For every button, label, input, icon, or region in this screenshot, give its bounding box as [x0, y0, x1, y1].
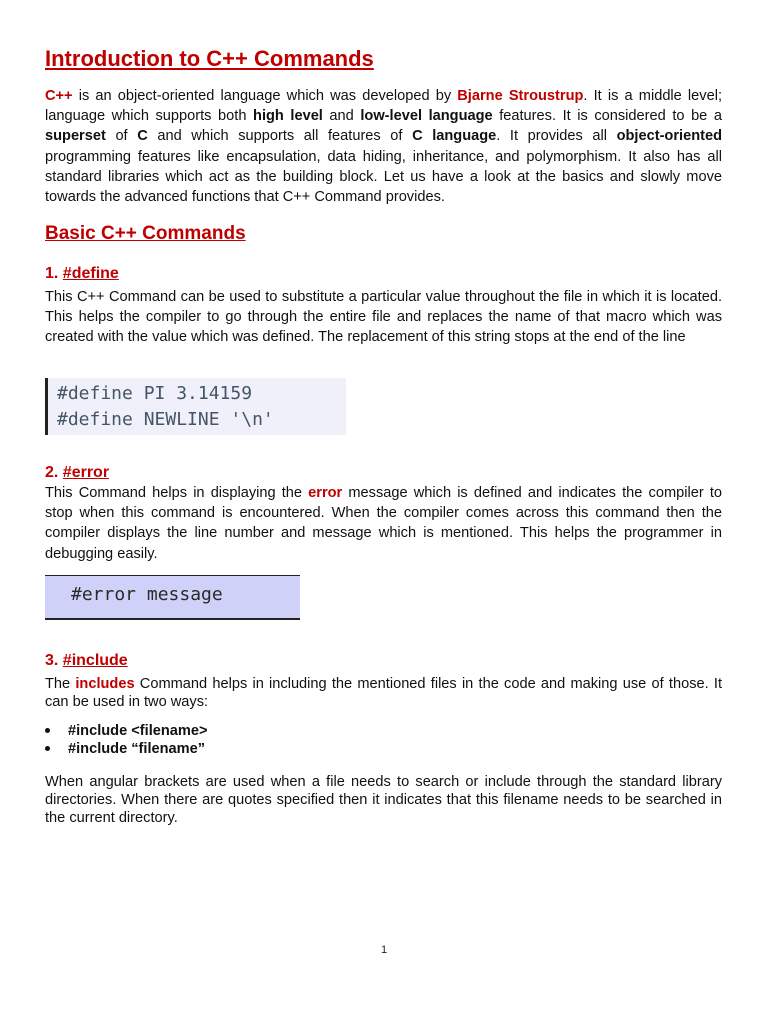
define-code-block: [45, 378, 346, 435]
error-text: This Command helps in displaying the: [45, 485, 309, 501]
intro-text: . It provides all: [496, 128, 617, 145]
heading-label: #error: [62, 464, 110, 481]
heading-label: #define: [62, 265, 119, 282]
intro-bold: C language: [412, 128, 497, 145]
include-bullet-list: [45, 722, 208, 758]
intro-text: and: [322, 108, 361, 125]
list-item: [45, 722, 208, 740]
error-text: message which is defined and indicates the compiler to stop when this command is encountered. When the compiler comes across this command then the compiler displays the line number and message which is mentioned. This helps the programmer in debugging easily.: [45, 485, 722, 562]
author-name: Bjarne Stroustrup: [457, 88, 584, 104]
bullet-icon: [45, 746, 50, 751]
section-heading: Basic C++ Commands: [45, 223, 246, 244]
error-term: error: [308, 485, 343, 501]
intro-text: features. It is considered to be a: [492, 108, 722, 125]
page-title: Introduction to C++ Commands: [45, 46, 374, 71]
intro-text: . It is a middle level; language which supports both: [45, 88, 723, 125]
error-code-block: [45, 575, 300, 620]
bullet-text: #include “filename”: [68, 741, 206, 757]
intro-bold: high level: [253, 108, 323, 125]
include-text: Command helps in including the mentioned files in the code and making use of those. It can be used in two ways:: [45, 676, 722, 710]
heading-number: 2.: [45, 464, 63, 481]
include-heading: [45, 652, 128, 670]
bullet-text: #include <filename>: [68, 723, 208, 739]
code-line: #define NEWLINE '\n': [57, 409, 274, 430]
intro-bold: low-level language: [360, 108, 493, 125]
bullet-icon: [45, 728, 50, 733]
include-term: includes: [75, 676, 135, 692]
define-paragraph: This C++ Command can be used to substitute a particular value throughout the file in which it is located. This helps the compiler to go through the entire file and replaces the name of that macro which was created with the value which was defined. The replacement of this string stops at the end of the line: [45, 289, 722, 346]
heading-number: 1.: [45, 265, 63, 282]
intro-text: is an object-oriented language which was developed by: [72, 88, 458, 104]
intro-bold: C: [137, 128, 148, 145]
heading-number: 3.: [45, 652, 63, 669]
intro-text: of: [105, 128, 138, 145]
error-heading: [45, 464, 109, 482]
code-line: #error message: [71, 584, 223, 605]
intro-bold: object-oriented: [616, 128, 722, 145]
intro-paragraph: [45, 86, 722, 207]
intro-text: and which supports all features of: [147, 128, 413, 145]
error-paragraph: [45, 483, 722, 564]
list-item: [45, 740, 208, 758]
include-text: The: [45, 676, 76, 692]
intro-bold: superset: [45, 128, 106, 145]
include-paragraph: [45, 675, 722, 711]
cpp-term: C++: [45, 88, 73, 104]
heading-label: #include: [62, 652, 128, 669]
code-line: #define PI 3.14159: [57, 383, 253, 404]
include-closing-paragraph: When angular brackets are used when a file needs to search or include through the standard library directories. When there are quotes specified then it indicates that this filename needs to be searched in the current directory.: [45, 774, 722, 826]
intro-text: programming features like encapsulation, data hiding, inheritance, and polymorphism. It also has all standard libraries which act as the building block. Let us have a look at the basics and slowly move towards the advanced functions that C++ Command provides.: [45, 148, 722, 206]
define-heading: [45, 265, 119, 283]
page-number: 1: [380, 944, 388, 956]
